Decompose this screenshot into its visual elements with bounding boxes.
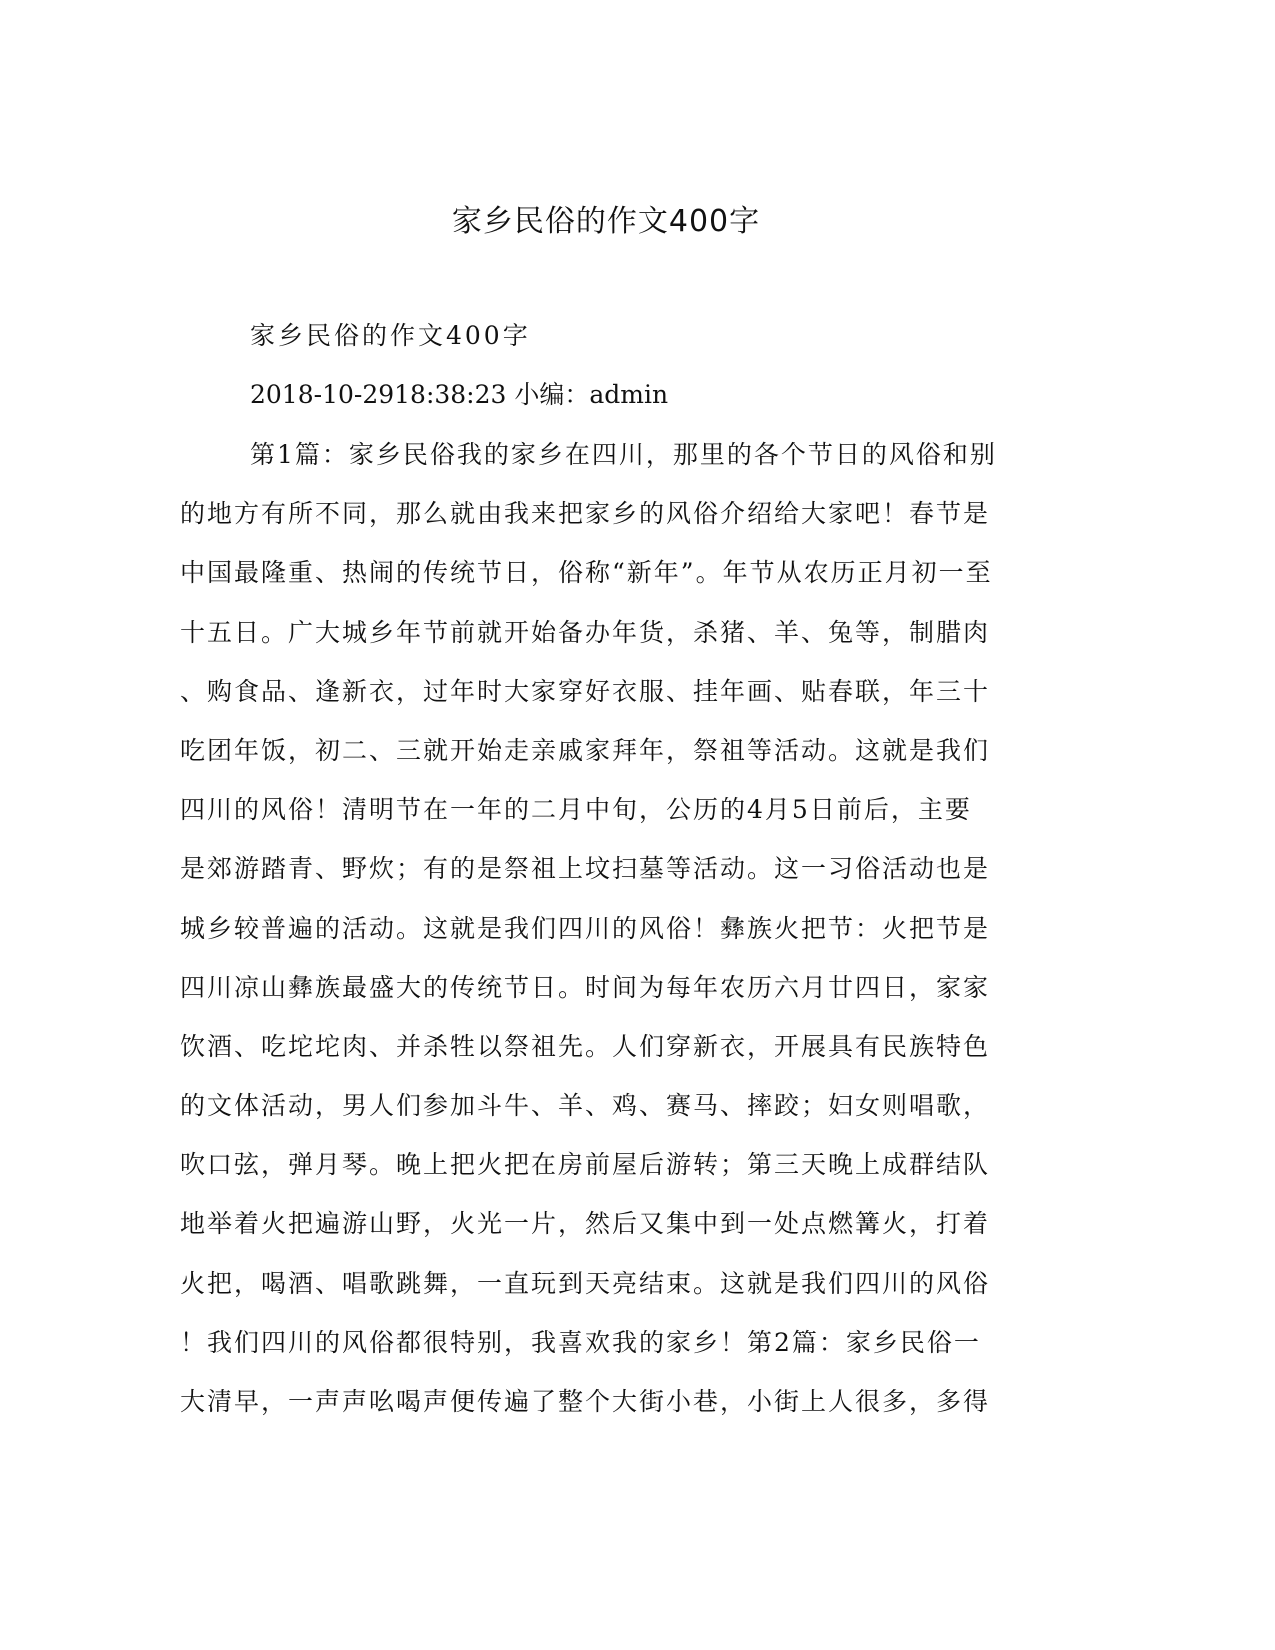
body-text <box>180 435 1040 1441</box>
body-line: 吹口弦，弹月琴。晚上把火把在房前屋后游转；第三天晚上成群结队 <box>180 1150 991 1180</box>
body-line: 十五日。广大城乡年节前就开始备办年货，杀猪、羊、兔等，制腊肉 <box>180 617 991 647</box>
body-line: 中国最隆重、热闹的传统节日，俗称“新年”。年节从农历正月初一至 <box>180 558 993 588</box>
document-subtitle: 家乡民俗的作文400字 <box>250 321 531 350</box>
body-line: 火把，喝酒、唱歌跳舞，一直玩到天亮结束。这就是我们四川的风俗 <box>180 1268 991 1298</box>
body-line: 城乡较普遍的活动。这就是我们四川的风俗！彝族火把节：火把节是 <box>180 913 991 943</box>
body-line: 四川的风俗！清明节在一年的二月中旬，公历的4月5日前后，主要 <box>180 795 972 825</box>
body-line: 地举着火把遍游山野，火光一片，然后又集中到一处点燃篝火，打着 <box>180 1209 991 1239</box>
body-line: 饮酒、吃坨坨肉、并杀牲以祭祖先。人们穿新衣，开展具有民族特色 <box>180 1031 991 1061</box>
body-line: 、购食品、逢新衣，过年时大家穿好衣服、挂年画、贴春联，年三十 <box>180 676 991 706</box>
body-line: 的地方有所不同，那么就由我来把家乡的风俗介绍给大家吧！春节是 <box>180 499 991 529</box>
body-line: ！我们四川的风俗都很特别，我喜欢我的家乡！第2篇：家乡民俗一 <box>180 1327 981 1357</box>
body-line: 大清早，一声声吆喝声便传遍了整个大街小巷，小街上人很多，多得 <box>180 1387 991 1416</box>
body-line: 第1篇：家乡民俗我的家乡在四川，那里的各个节日的风俗和别 <box>250 440 997 469</box>
body-line: 是郊游踏青、野炊；有的是祭祖上坟扫墓等活动。这一习俗活动也是 <box>180 854 991 884</box>
post-meta: 2018-10-2918:38:23 小编：admin <box>250 380 669 409</box>
body-line: 的文体活动，男人们参加斗牛、羊、鸡、赛马、摔跤；妇女则唱歌， <box>180 1091 991 1121</box>
document-title: 家乡民俗的作文400字 <box>451 204 761 239</box>
body-line: 吃团年饭，初二、三就开始走亲戚家拜年，祭祖等活动。这就是我们 <box>180 735 991 765</box>
body-line: 四川凉山彝族最盛大的传统节日。时间为每年农历六月廿四日，家家 <box>180 972 991 1002</box>
